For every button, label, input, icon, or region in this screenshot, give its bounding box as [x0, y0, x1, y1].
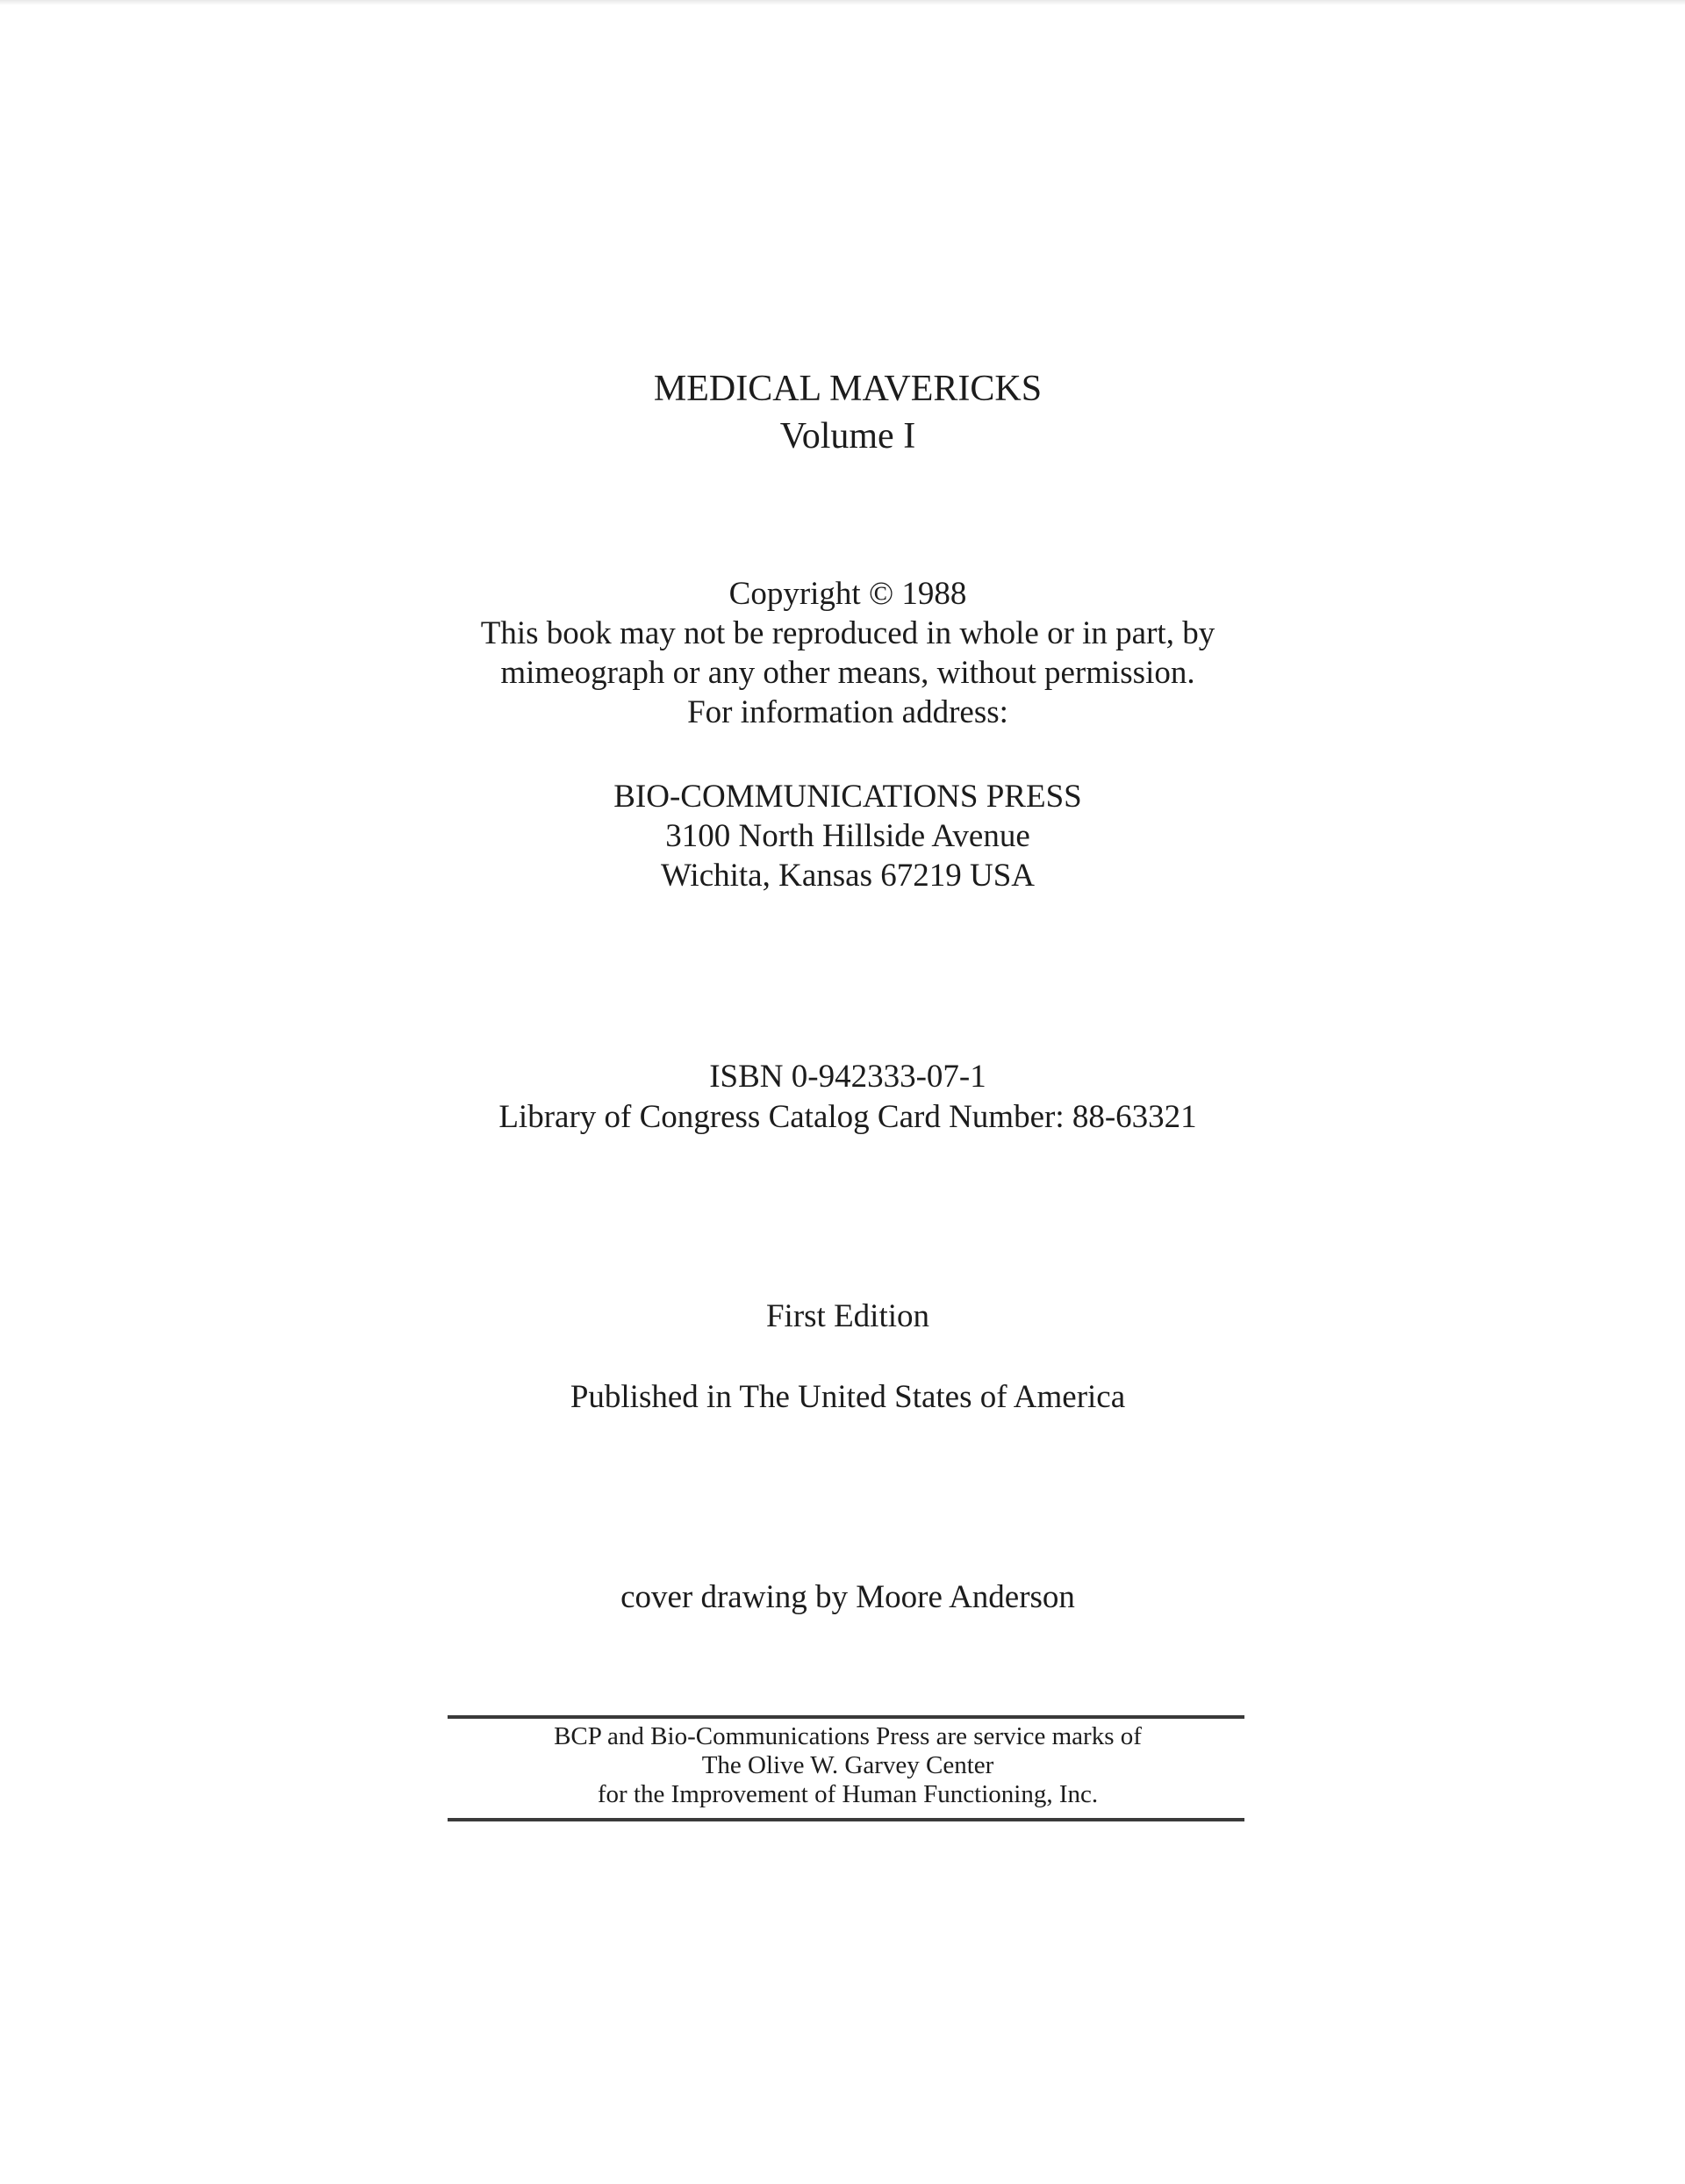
title-block — [0, 365, 1685, 460]
divider-top — [448, 1715, 1244, 1719]
page-top-edge — [0, 0, 1685, 5]
isbn: ISBN 0-942333-07-1 — [709, 1059, 986, 1095]
service-mark-line-2: The Olive W. Garvey Center — [701, 1751, 994, 1779]
published-in: Published in The United States of America — [570, 1379, 1126, 1415]
edition: First Edition — [765, 1298, 930, 1334]
publisher-name: BIO-COMMUNICATIONS PRESS — [613, 779, 1082, 815]
library-of-congress-number: Library of Congress Catalog Card Number: 88-63321 — [498, 1099, 1197, 1135]
volume-label: Volume I — [779, 416, 916, 456]
edition-info — [0, 1297, 1685, 1337]
reproduction-notice-line-1: This book may not be reproduced in whole or in part, by — [480, 615, 1215, 651]
copyright-notice — [0, 574, 1685, 732]
cover-drawing-credit: cover drawing by Moore Anderson — [620, 1579, 1075, 1615]
reproduction-notice-line-2: mimeograph or any other means, without permission. — [500, 655, 1195, 691]
publisher-street: 3100 North Hillside Avenue — [665, 818, 1030, 854]
service-mark-line-1: BCP and Bio-Communications Press are service marks of — [554, 1722, 1142, 1750]
information-address-label: For information address: — [687, 694, 1008, 730]
service-mark-line-3: for the Improvement of Human Functioning, Inc. — [597, 1780, 1099, 1808]
copyright-line: Copyright © 1988 — [728, 576, 967, 612]
divider-bottom — [448, 1818, 1244, 1821]
catalog-info — [0, 1057, 1685, 1138]
book-title: MEDICAL MAVERICKS — [653, 369, 1043, 409]
publisher-city: Wichita, Kansas 67219 USA — [660, 858, 1035, 894]
service-mark-notice — [0, 1722, 1685, 1809]
cover-credit — [0, 1577, 1685, 1618]
publication-country — [0, 1377, 1685, 1418]
publisher-address — [0, 777, 1685, 895]
